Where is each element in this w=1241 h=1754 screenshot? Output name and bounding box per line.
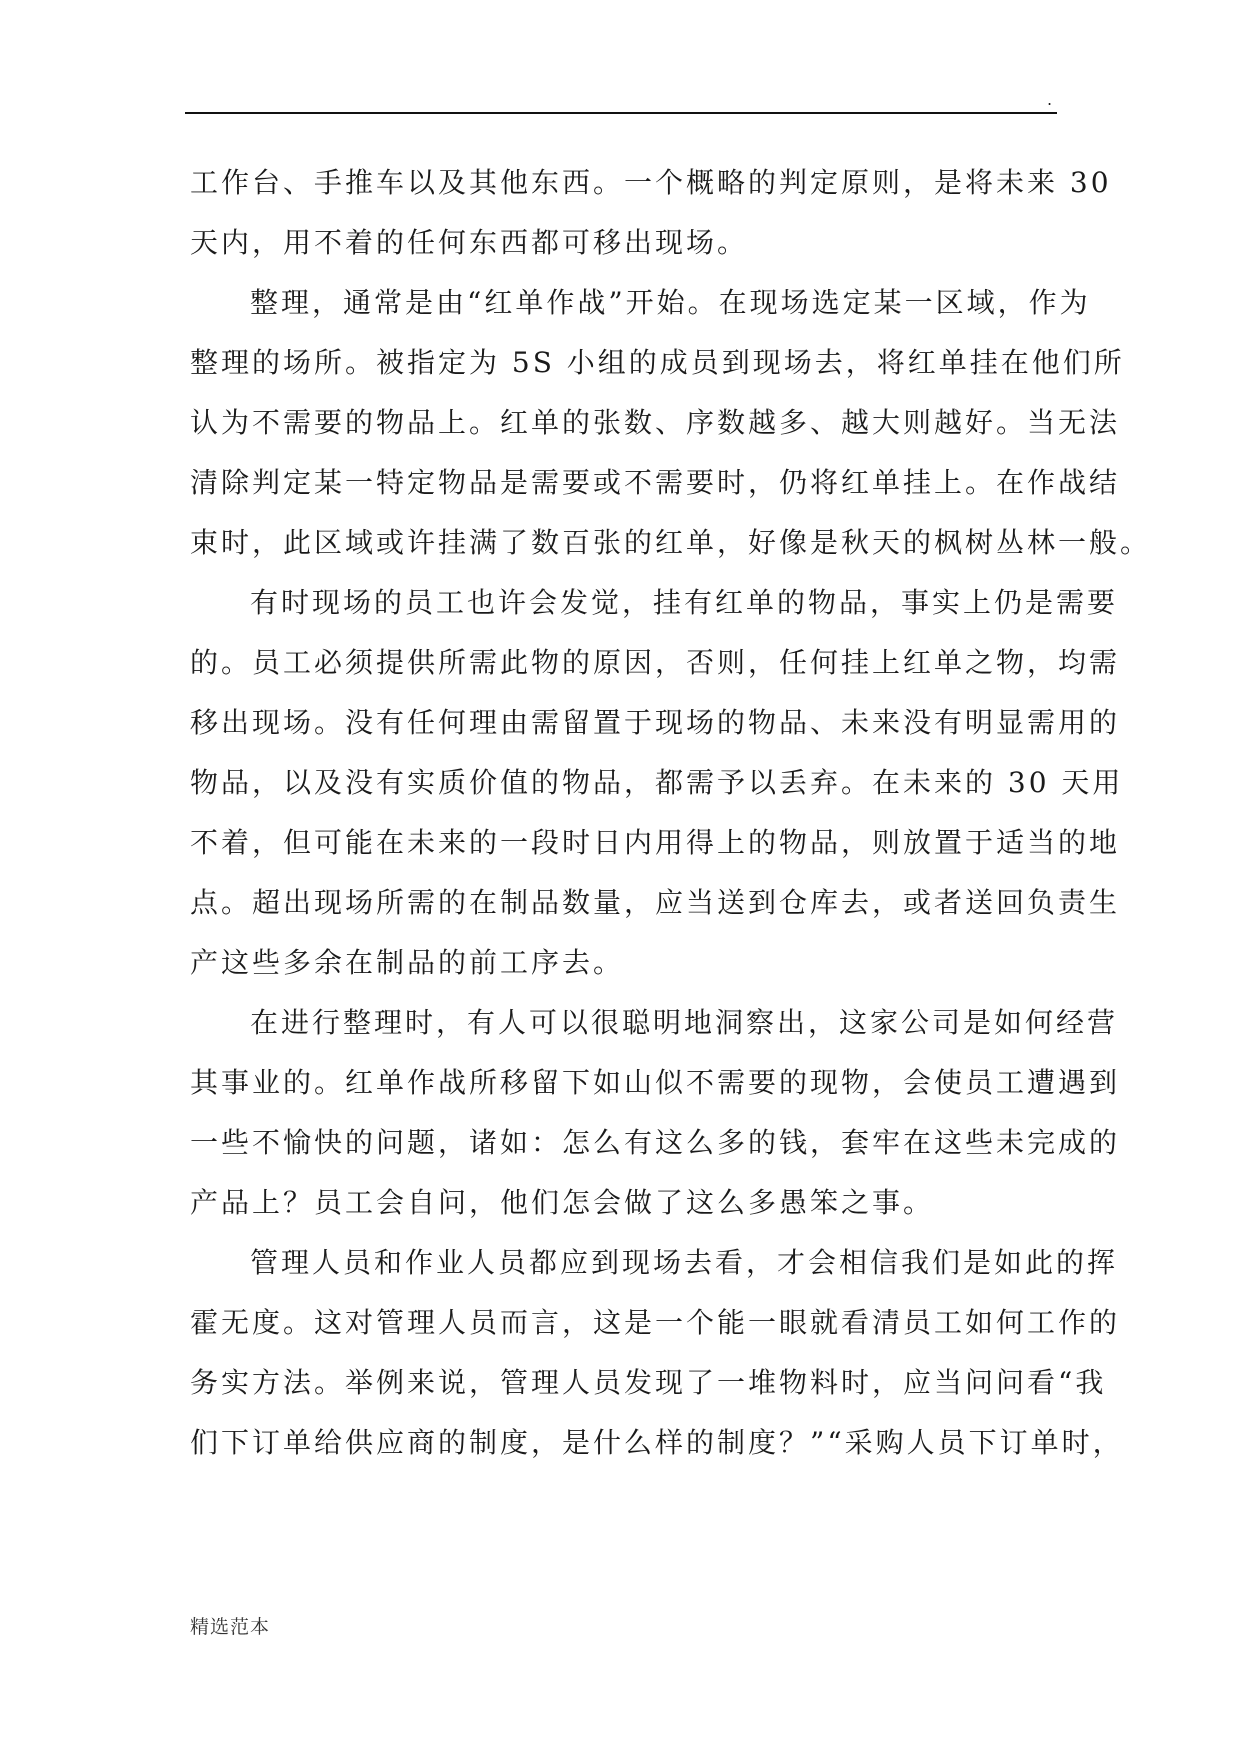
footer-label: 精选范本 [190,1616,271,1638]
text-line: 产品上？员工会自问，他们怎会做了这么多愚笨之事。 [190,1186,935,1219]
text-line: 不着，但可能在未来的一段时日内用得上的物品，则放置于适当的地 [190,826,1121,859]
text-line: 整理，通常是由“红单作战”开始。在现场选定某一区域，作为 [250,286,1091,319]
text-line: 整理的场所。被指定为 5S 小组的成员到现场去，将红单挂在他们所 [190,346,1125,379]
text-line: 务实方法。举例来说，管理人员发现了一堆物料时，应当问问看“我 [190,1366,1107,1399]
text-line: 天内，用不着的任何东西都可移出现场。 [190,226,749,259]
text-line: 在进行整理时，有人可以很聪明地洞察出，这家公司是如何经营 [250,1006,1119,1039]
document-body [190,158,1152,1478]
text-line: 管理人员和作业人员都应到现场去看，才会相信我们是如此的挥 [250,1246,1119,1279]
text-line: 有时现场的员工也许会发觉，挂有红单的物品，事实上仍是需要 [250,586,1119,619]
text-line: 一些不愉快的问题，诸如：怎么有这么多的钱，套牢在这些未完成的 [190,1126,1121,1159]
text-line: 移出现场。没有任何理由需留置于现场的物品、未来没有明显需用的 [190,706,1121,739]
text-line: 其事业的。红单作战所移留下如山似不需要的现物，会使员工遭遇到 [190,1066,1121,1099]
text-line: 工作台、手推车以及其他东西。一个概略的判定原则，是将未来 30 [190,166,1112,199]
header-mark: . [1047,90,1053,109]
text-line: 物品，以及没有实质价值的物品，都需予以丢弃。在未来的 30 天用 [190,766,1124,799]
text-line: 点。超出现场所需的在制品数量，应当送到仓库去，或者送回负责生 [190,886,1121,919]
text-line: 霍无度。这对管理人员而言，这是一个能一眼就看清员工如何工作的 [190,1306,1121,1339]
text-line: 认为不需要的物品上。红单的张数、序数越多、越大则越好。当无法 [190,406,1121,439]
text-line: 们下订单给供应商的制度，是什么样的制度？”“采购人员下订单时， [190,1426,1124,1459]
text-line: 的。员工必须提供所需此物的原因，否则，任何挂上红单之物，均需 [190,646,1121,679]
text-line: 产这些多余在制品的前工序去。 [190,946,625,979]
text-line: 清除判定某一特定物品是需要或不需要时，仍将红单挂上。在作战结 [190,466,1121,499]
text-line: 束时，此区域或许挂满了数百张的红单，好像是秋天的枫树丛林一般。 [190,526,1152,559]
header-rule [185,112,1057,114]
